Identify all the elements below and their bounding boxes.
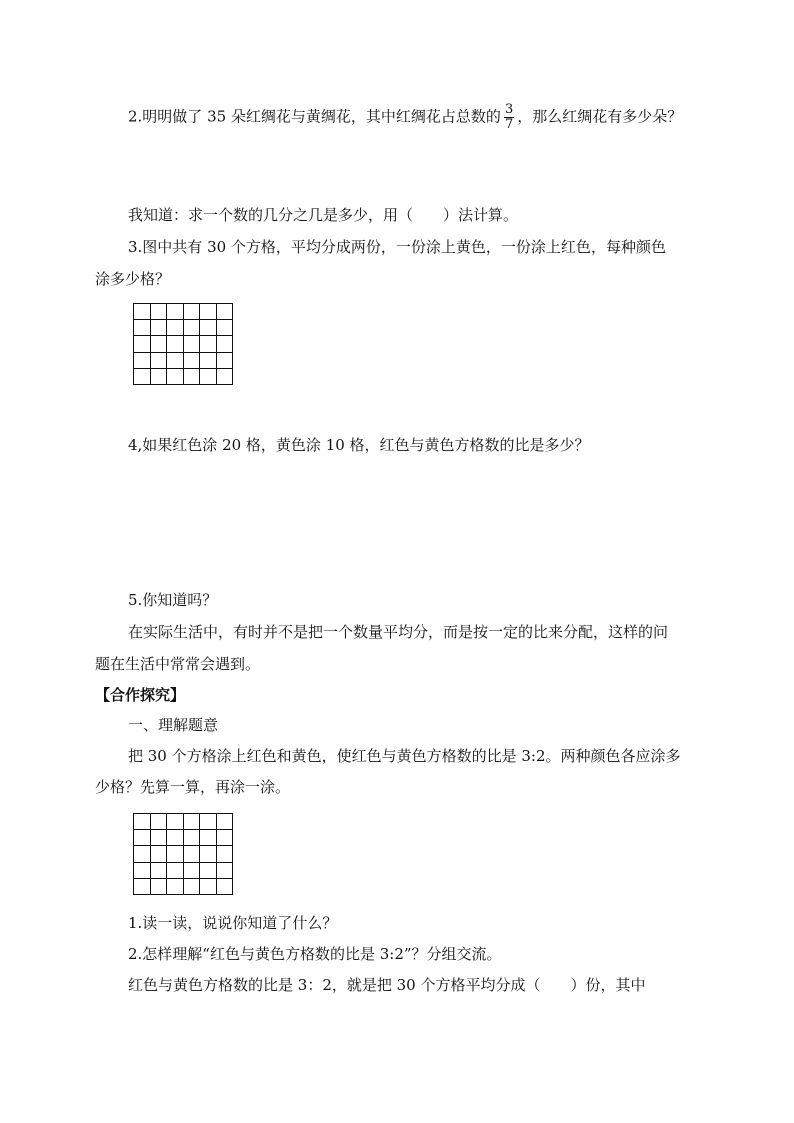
grid-cell: [183, 304, 200, 320]
grid-cell: [183, 336, 200, 352]
grid-cell: [200, 320, 217, 336]
grid-cell: [167, 862, 184, 878]
grid-cell: [167, 320, 184, 336]
grid-cell: [167, 878, 184, 894]
grid-cell: [134, 862, 151, 878]
grid-cell: [216, 878, 233, 894]
question-5-title: 5.你知道吗？: [128, 591, 218, 609]
grid-cell: [200, 304, 217, 320]
grid-cell: [150, 352, 167, 368]
grid-cell: [216, 336, 233, 352]
grid-row: [134, 846, 233, 862]
fraction-three-sevenths: [504, 103, 514, 132]
grid-cell: [200, 846, 217, 862]
step-2: 2.怎样理解“红色与黄色方格数的比是 3:2”？分组交流。: [128, 945, 502, 963]
question-5-line-1: 在实际生活中，有时并不是把一个数量平均分，而是按一定的比来分配，这样的问: [128, 623, 669, 641]
grid-cell: [167, 336, 184, 352]
grid-cell: [200, 368, 217, 384]
grid-cell: [167, 814, 184, 830]
question-5-line-2: 题在生活中常常会遇到。: [95, 655, 261, 673]
fraction-denominator: 7: [504, 117, 514, 132]
grid-cell: [200, 862, 217, 878]
grid-cell: [134, 878, 151, 894]
grid-cell: [216, 304, 233, 320]
grid-row: [134, 320, 233, 336]
grid-row: [134, 304, 233, 320]
grid-cell: [167, 304, 184, 320]
grid-cell: [150, 304, 167, 320]
grid-row: [134, 368, 233, 384]
grid-cell: [134, 336, 151, 352]
square-grid-1: [133, 303, 233, 385]
grid-cell: [150, 336, 167, 352]
grid-cell: [183, 862, 200, 878]
question-3-line-2: 涂多少格？: [95, 270, 171, 288]
grid-cell: [183, 814, 200, 830]
grid-cell: [200, 336, 217, 352]
grid-cell: [150, 320, 167, 336]
ratio-explanation-line: 红色与黄色方格数的比是 3：2，就是把 30 个方格平均分成（ ）份，其中: [128, 976, 646, 994]
grid-cell: [216, 352, 233, 368]
grid-cell: [216, 830, 233, 846]
grid-cell: [150, 862, 167, 878]
grid-cell: [183, 320, 200, 336]
grid-cell: [150, 814, 167, 830]
grid-cell: [200, 830, 217, 846]
grid-cell: [134, 846, 151, 862]
grid-cell: [216, 368, 233, 384]
grid-cell: [134, 352, 151, 368]
grid-cell: [183, 830, 200, 846]
grid-cell: [200, 814, 217, 830]
fraction-numerator: 3: [504, 102, 514, 117]
question-2-text-after: ，那么红绸花有多少朵？: [517, 107, 683, 126]
step-1: 1.读一读，说说你知道了什么？: [128, 914, 338, 932]
grid-row: [134, 830, 233, 846]
question-3-line-1: 3.图中共有 30 个方格，平均分成两份，一份涂上黄色，一份涂上红色，每种颜色: [128, 238, 666, 256]
i-know-line: 我知道：求一个数的几分之几是多少，用（ ）法计算。: [128, 206, 519, 224]
grid-row: [134, 878, 233, 894]
question-2: [128, 103, 682, 132]
grid-cell: [167, 830, 184, 846]
grid-row: [134, 352, 233, 368]
grid-cell: [134, 320, 151, 336]
grid-cell: [150, 368, 167, 384]
grid-cell: [134, 814, 151, 830]
question-4: 4,如果红色涂 20 格，黄色涂 10 格，红色与黄色方格数的比是多少？: [128, 436, 590, 454]
grid-cell: [150, 830, 167, 846]
grid-cell: [183, 846, 200, 862]
problem-line-2: 少格？先算一算，再涂一涂。: [95, 778, 291, 796]
grid-cell: [216, 320, 233, 336]
question-2-text-before: 2.明明做了 35 朵红绸花与黄绸花，其中红绸花占总数的: [128, 107, 501, 126]
grid-cell: [134, 304, 151, 320]
grid-cell: [167, 846, 184, 862]
grid-row: [134, 336, 233, 352]
grid-cell: [183, 352, 200, 368]
grid-cell: [200, 878, 217, 894]
part-1-heading: 一、理解题意: [128, 716, 219, 734]
section-heading-cooperative-exploration: 【合作探究】: [95, 686, 186, 704]
grid-cell: [167, 368, 184, 384]
grid-cell: [150, 878, 167, 894]
grid-row: [134, 862, 233, 878]
square-grid-2: [133, 813, 233, 895]
grid-cell: [183, 878, 200, 894]
grid-cell: [167, 352, 184, 368]
grid-cell: [216, 862, 233, 878]
grid-cell: [216, 846, 233, 862]
problem-line-1: 把 30 个方格涂上红色和黄色，使红色与黄色方格数的比是 3:2。两种颜色各应涂多: [128, 747, 681, 765]
grid-cell: [150, 846, 167, 862]
grid-cell: [216, 814, 233, 830]
grid-row: [134, 814, 233, 830]
grid-cell: [134, 368, 151, 384]
grid-cell: [200, 352, 217, 368]
grid-cell: [134, 830, 151, 846]
grid-cell: [183, 368, 200, 384]
